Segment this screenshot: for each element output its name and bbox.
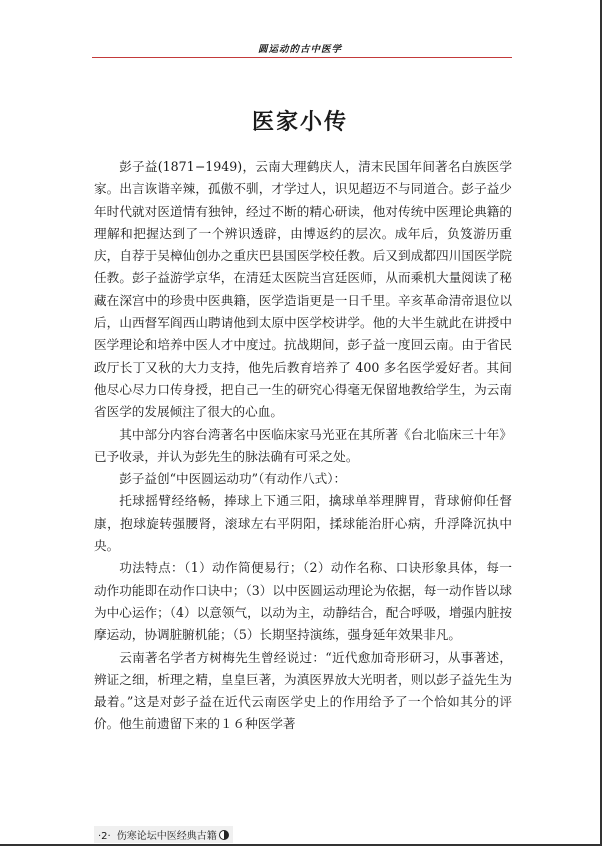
body-text xyxy=(94,156,512,736)
half-circle-icon xyxy=(219,830,229,840)
paragraph-exercise-verse: 托球摇臂经络畅，捧球上下通三阳，擒球单举理脾胃，背球俯仰任督康，抱球旋转强腰肾，滚球左右平阴阳，揉球能治肝心病，升浮降沉执中央。 xyxy=(94,493,512,554)
paragraph-evaluation: 云南著名学者方树梅先生曾经说过：“近代愈加奇形研习，从事著述，辨证之细，析理之精，皇皇巨著，为滇医界放大光明者，则以彭子益先生为最着。”这是对彭子益在近代云南医学史上的作用给予了一个恰如其分的评价。他生前遗留下来的１６种医学著 xyxy=(94,649,512,732)
paragraph-exercise-intro: 彭子益创“中医圆运动功”（有动作八式）： xyxy=(119,471,347,487)
paragraph-biography: 彭子益(1871−1949)，云南大理鹤庆人，清末民国年间著名白族医学家。出言诙谐辛辣，孤傲不驯，才学过人，识见超迈不与同道合。彭子益少年时代就对医道情有独钟，经过不断的精心研读，他对传统中医理论典籍的理解和把握达到了一个辨识透辟，由博返约的层次。成年后，负笈游历重庆，自荐于吴樟仙创办之重庆巴县国医学校任教。后又到成都四川国医学院任教。彭子益游学京华，在清廷太医院当宫廷医师，从而乘机大量阅读了秘藏在深宫中的珍贵中医典籍，医学造诣更是一日千里。辛亥革命清帝退位以后，山西督军阎西山聘请他到太原中医学校讲学。他的大半生就此在讲授中医学理论和培养中医人才中度过。抗战期间，彭子益一度回云南。由于省民政厅长丁又秋的大力支持，他先后教育培养了 400 多名医学爱好者。其间他尽心尽力口传身授，把自己一生的研究心得毫无保留地教给学生，为云南省医学的发展倾注了很大的心血。 xyxy=(94,159,512,420)
running-header: 圆运动的古中医学 xyxy=(257,44,342,55)
paragraph-taiwan-reference: 其中部分内容台湾著名中医临床家马光亚在其所著《台北临床三十年》已予收录，并认为彭先生的脉法确有可采之处。 xyxy=(94,426,512,464)
page-footer xyxy=(94,826,233,843)
header-divider xyxy=(92,57,512,58)
page-title: 医家小传 xyxy=(251,110,348,135)
series-title: 伤寒论坛中医经典古籍 xyxy=(116,831,217,842)
paragraph-exercise-features: 功法特点：（1）动作简便易行；（2）动作名称、口诀形象具体，每一动作功能即在动作口诀中；（3）以中医圆运动理论为依据，每一动作皆以球为中心运作；（4）以意领气，以动为主，动静结合，配合呼吸，增强内脏按摩运动，协调脏腑机能；（5）长期坚持演练，强身延年效果非凡。 xyxy=(94,560,512,643)
page-number: ·2· xyxy=(98,831,111,842)
